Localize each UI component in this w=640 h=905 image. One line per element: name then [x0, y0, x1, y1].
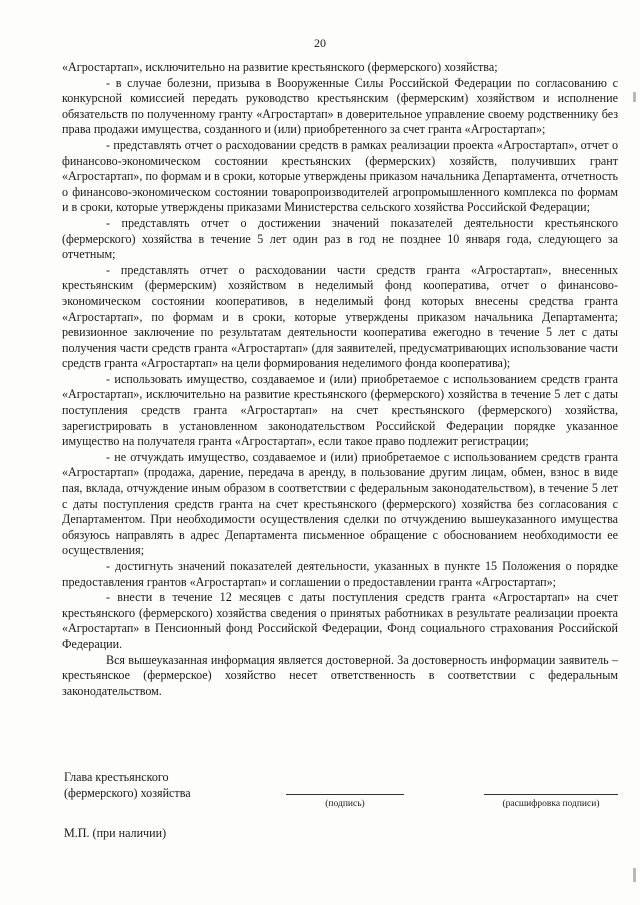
- signature-block: [62, 770, 622, 850]
- paragraph-no-alienation: - не отчуждать имущество, создаваемое и (или) приобретаемое с использованием средств гранта «Агростартап» (продажа, дарение, передача в аренду, в пользование другим лицам, обмен, взнос в виде пая, вклада, отчуждение иным образом в соответствии с федеральным законодательством), в течение 5 лет с даты поступления средств гранта на счет крестьянского (фермерского) хозяйства без согласования с Департаментом. При необходимости осуществления сделки по отчуждению вышеуказанного имущества обязуюсь направлять в адрес Департамента письменное обращение с обоснованием необходимости ее осуществления;: [62, 449, 618, 558]
- signatory-title-line2: (фермерского) хозяйства: [64, 785, 191, 800]
- scan-edge-mark: [633, 868, 636, 882]
- paragraph-employees-info: - внести в течение 12 месяцев с даты поступления средств гранта «Агростартап» на счет крестьянского (фермерского) хозяйства сведения о принятых работниках в результате реализации проекта «Агростартап» в Пенсионный фонд Российской Федерации, Фонд социального страхования Российской Федерации.: [62, 590, 618, 651]
- paragraph-cooperative-report: - представлять отчет о расходовании части средств гранта «Агростартап», внесенных крестьянским (фермерским) хозяйством в неделимый фонд кооператива, отчет о финансово-экономическом состоянии кооперативов, в неделимый фонд которых внесены средства гранта «Агростартап», по формам и в сроки, которые утверждены приказом начальника Департамента; ревизионное заключение по результатам деятельности кооператива ежегодно в течение 5 лет с даты получения части средств гранта «Агростартап» (для заявителей, предусматривающих использование части средств гранта «Агростартап» на цели формирования неделимого фонда кооператива);: [62, 262, 618, 371]
- paragraph-achieve-indicators: - достигнуть значений показателей деятельности, указанных в пункте 15 Положения о порядке предоставления грантов «Агростартап» и соглашении о предоставлении гранта «Агростартап»;: [62, 559, 618, 589]
- paragraph-continuation: «Агростартап», исключительно на развитие крестьянского (фермерского) хозяйства;: [62, 60, 498, 74]
- paragraph-reliability-statement: Вся вышеуказанная информация является достоверной. За достоверность информации заявитель – крестьянское (фермерское) хозяйство несет ответственность в соответствии с федеральным законодательством.: [62, 652, 618, 698]
- signature-decoding-line: [484, 794, 618, 795]
- signatory-title: [64, 770, 191, 801]
- paragraph-expense-report: - представлять отчет о расходовании средств в рамках реализации проекта «Агростартап», отчет о финансово-экономическом состоянии крестьянских (фермерских) хозяйств, получивших грант «Агростартап», по формам и в сроки, которые утверждены приказом начальника Департамента, отчетность о финансово-экономическом состоянии товаропроизводителей агропромышленного комплекса по формам и в сроки, которые утверждены приказами Министерства сельского хозяйства Российской Федерации;: [62, 137, 618, 215]
- paragraph-property-use: - использовать имущество, создаваемое и (или) приобретаемое с использованием средств гранта «Агростартап», исключительно на развитие крестьянского (фермерского) хозяйства в течение 5 лет с даты поступления средств гранта «Агростартап» на счет крестьянского (фермерского) хозяйства, зарегистрировать в установленном законодательством Российской Федерации порядке указанное имущество на получателя гранта «Агростартап», если такое право подлежит регистрации;: [62, 371, 618, 449]
- stamp-place-label: М.П. (при наличии): [64, 826, 167, 840]
- page-number: 20: [314, 36, 326, 50]
- signatory-title-line1: Глава крестьянского: [64, 770, 169, 784]
- document-body: [62, 60, 618, 699]
- scan-edge-mark: [633, 92, 636, 102]
- paragraph-illness-clause: - в случае болезни, призыва в Вооруженные Силы Российской Федерации по согласованию с конкурсной комиссией передать руководство крестьянским (фермерским) хозяйством и исполнение обязательств по полученному гранту «Агростартап» в доверительное управление своему родственнику без права продажи имущества, созданного и (или) приобретенного за счет гранта «Агростартап»;: [62, 75, 618, 137]
- paragraph-indicators-report: - представлять отчет о достижении значений показателей деятельности крестьянского (фермерского) хозяйства в течение 5 лет один раз в год не позднее 10 января года, следующего за отчетным;: [62, 215, 618, 262]
- signature-decoding-caption: (расшифровка подписи): [502, 799, 600, 809]
- signature-caption: (подпись): [325, 799, 365, 809]
- signature-line: [286, 794, 404, 795]
